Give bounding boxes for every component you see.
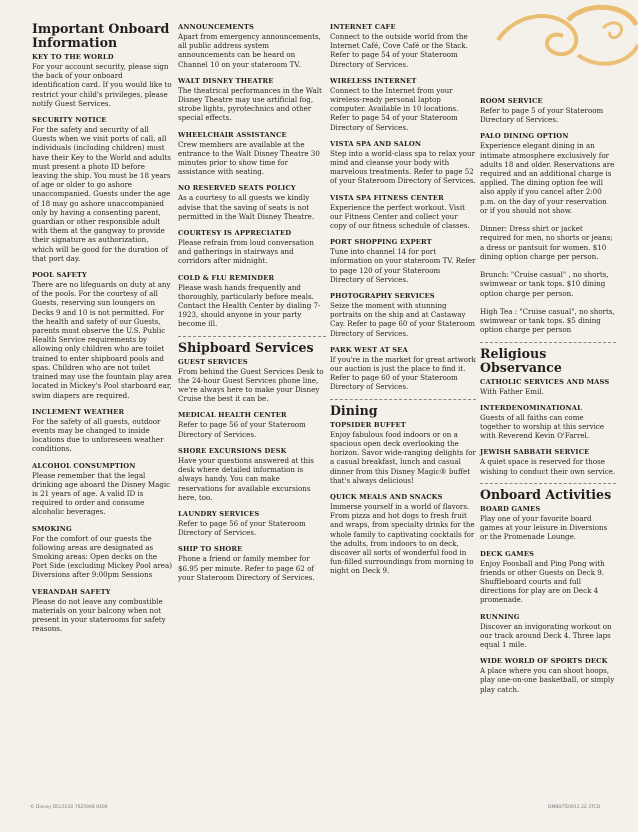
item-heading: PHOTOGRAPHY SERVICES	[330, 292, 435, 301]
item-heading: COURTESY IS APPRECIATED	[178, 229, 292, 238]
item-heading: JEWISH SABBATH SERVICE	[480, 448, 590, 457]
info-item	[178, 410, 326, 438]
info-item	[480, 504, 616, 542]
info-item	[330, 345, 476, 392]
item-text: Enjoy fabulous food indoors or on a spacious open deck overlooking the horizon. Savor wide-ranging delights for a casual breakfast, lunch and casual dinner from this Disney Magic® buffet that's always delicious!	[330, 429, 476, 485]
info-item	[480, 131, 616, 334]
item-heading: SHORE EXCURSIONS DESK	[178, 446, 287, 455]
footer-print-code-left: © Disney DCL5110 7625948 0406	[30, 805, 108, 810]
item-heading: LAUNDRY SERVICES	[178, 509, 260, 518]
item-heading: MEDICAL HEALTH CENTER	[178, 411, 287, 420]
item-text: For the comfort of our guests the following areas are designated as Smoking areas: Open decks on the Port Side (excluding Mickey Pool area) Diversions after 9:00pm Sessions	[32, 533, 172, 580]
info-item	[480, 403, 616, 441]
item-heading: BOARD GAMES	[480, 504, 541, 513]
item-text: Step into a world-class spa to relax your mind and cleanse your body with marvelous treatments. Refer to page 52 of your Stateroom Directory of Services.	[330, 148, 476, 186]
column-4	[480, 96, 616, 701]
item-heading: VISTA SPA AND SALON	[330, 139, 422, 148]
item-heading: WIDE WORLD OF SPORTS DECK	[480, 657, 608, 666]
info-item	[480, 377, 616, 396]
item-heading: ROOM SERVICE	[480, 97, 543, 105]
item-text: Guests of all faiths can come together to worship at this service with Reverend Kevin O'Farrel.	[480, 412, 605, 441]
item-heading: KEY TO THE WORLD	[32, 53, 114, 61]
item-text: There are no lifeguards on duty at any of the pools. For the courtesy of all Guests, reserving sun loungers on Decks 9 and 10 is not permitted. For the health and safety of our Guests, parents must observe the U.S. Public Health Service requirements by allowing only children who are toilet trained to enter shipboard pools and spas. Children who are not toilet trained may use the fountain play area located in Mickey's Pool starboard ear, swim diapers are required.	[32, 280, 172, 400]
info-item	[32, 461, 172, 517]
column-1	[32, 22, 172, 640]
item-text: Connect to the Internet from your wireless-ready personal laptop computer. Available in 10 locations. Refer to page 54 of your Stateroom Directory of Services.	[330, 85, 459, 132]
section-title-onboard-activities: Onboard Activities	[480, 486, 612, 502]
info-item	[178, 22, 326, 69]
info-item	[178, 446, 326, 502]
section-divider	[480, 483, 616, 484]
item-text: Seize the moment with stunning portraits on the ship and at Castaway Cay. Refer to page 60 of your Stateroom Directory of Services.	[330, 301, 475, 338]
info-item	[330, 492, 476, 576]
item-heading: VERANDAH SAFETY	[32, 587, 111, 596]
item-heading: POOL SAFETY	[32, 271, 87, 280]
item-heading: ANNOUNCEMENTS	[178, 23, 254, 31]
item-heading: SMOKING	[32, 524, 72, 533]
item-heading: PARK WEST AT SEA	[330, 345, 408, 354]
item-heading: INTERDENOMINATIONAL	[480, 403, 582, 412]
item-text: Enjoy Foosball and Ping Pong with friends or other Guests on Deck 9. Shuffleboard courts and full directions for play are on Deck 4 promenade.	[480, 558, 605, 605]
info-item	[480, 612, 616, 650]
info-item	[178, 509, 326, 537]
item-text: With Father Emil.	[480, 386, 544, 396]
info-item	[330, 420, 476, 485]
info-item	[178, 544, 326, 582]
item-text: Refer to page 56 of your Stateroom Directory of Services.	[178, 518, 306, 538]
item-heading: NO RESERVED SEATS POLICY	[178, 184, 296, 193]
info-item	[32, 524, 172, 580]
column-3	[330, 22, 476, 583]
info-item	[480, 96, 616, 124]
info-item	[480, 656, 616, 694]
info-item	[330, 237, 476, 284]
item-text: A quiet space is reserved for those wishing to conduct their own service.	[480, 457, 616, 476]
footer-print-code-right: DM80/TE0912.22.3TCD	[548, 805, 601, 810]
item-text: Experience elegant dining in an intimate atmosphere exclusively for adults 18 and older. Reservations are required and an additional charge is applied. The dining option fee will also apply if you cancel after 2:00 p.m. on the day of your reservation or if you should not show. Dinner: Dress shirt or jacket required for men, no shorts or jeans; a dress or pantsuit for women. $10 dining option charge per person. Brunch: "Cruise casual" , no shorts, swimwear or tank tops. $10 dining option charge per person. High Tea : "Cruise casual", no shorts, swimwear or tank tops. $5 dining option charge per person	[480, 141, 615, 335]
info-item	[330, 139, 476, 186]
ornamental-swirl-decoration	[478, 0, 638, 80]
item-text: Crew members are available at the entrance to the Walt Disney Theatre 30 minutes prior to show time for assistance with seating.	[178, 139, 320, 177]
info-item	[178, 228, 326, 266]
column-2	[178, 22, 326, 589]
item-text: Please do not leave any combustible materials on your balcony when not present in your staterooms for safety reasons.	[32, 596, 166, 634]
item-text: Phone a friend or family member for $6.95 per minute. Refer to page 62 of your Stateroom Directory of Services.	[178, 554, 315, 582]
item-text: Apart from emergency announcements, all public address system announcements can be heard on Channel 10 on your stateroom TV.	[178, 32, 321, 69]
item-text: Discover an invigorating workout on our track around Deck 4. Three laps equal 1 mile.	[480, 621, 612, 649]
item-text: As a courtesy to all guests we kindly advise that the saving of seats is not permitted in the Walt Disney Theatre.	[178, 193, 315, 221]
item-heading: ALCOHOL CONSUMPTION	[32, 461, 136, 470]
item-text: Play one of your favorite board games at your leisure in Diversions or the Promenade Lounge.	[480, 513, 608, 542]
info-item	[32, 587, 172, 634]
info-item	[178, 273, 326, 329]
item-heading: INCLEMENT WEATHER	[32, 407, 125, 416]
item-heading: QUICK MEALS AND SNACKS	[330, 492, 443, 501]
item-text: Refer to page 56 of your Stateroom Directory of Services.	[178, 420, 306, 439]
info-item	[330, 193, 476, 231]
info-item	[178, 76, 326, 123]
item-text: Tune into channel 14 for port information on your stateroom TV. Refer to page 120 of your Stateroom Directory of Services.	[330, 247, 476, 284]
item-text: Connect to the outside world from the Internet Café, Cove Café or the Stack. Refer to page 54 of your Stateroom Directory of Services.	[330, 32, 468, 69]
item-heading: COLD & FLU REMINDER	[178, 273, 275, 282]
section-title-important-info: Important Onboard Information	[32, 21, 170, 50]
item-heading: TOPSIDER BUFFET	[330, 420, 406, 429]
section-title-dining: Dining	[330, 402, 378, 418]
item-text: If you're in the market for great artwork our auction is just the place to find it. Refer to page 60 of your Stateroom Directory of Services.	[330, 354, 476, 392]
info-item	[480, 447, 616, 475]
info-item	[178, 130, 326, 177]
item-heading: WHEELCHAIR ASSISTANCE	[178, 130, 287, 139]
item-text: Experience the perfect workout. Visit our Fitness Center and collect your copy of our fitness schedule of classes.	[330, 202, 470, 231]
item-heading: WALT DISNEY THEATRE	[178, 76, 274, 85]
item-heading: SHIP TO SHORE	[178, 545, 243, 554]
item-heading: SECURITY NOTICE	[32, 116, 107, 125]
item-text: From behind the Guest Services Desk to the 24-hour Guest Services phone line, we're always here to make your Disney Cruise the best it can be.	[178, 366, 324, 404]
item-text: For the safety of all guests, outdoor events may be changed to inside locations due to unforeseen weather conditions.	[32, 416, 164, 454]
item-text: A place where you can shoot hoops, play one-on-one basketball, or simply play catch.	[480, 666, 615, 694]
section-divider	[480, 342, 616, 343]
section-divider	[178, 336, 326, 337]
info-item	[178, 357, 326, 404]
item-heading: PALO DINING OPTION	[480, 132, 569, 141]
item-heading: VISTA SPA FITNESS CENTER	[330, 193, 444, 202]
info-item	[32, 270, 172, 400]
item-text: Please wash hands frequently and thoroughly, particularly before meals. Contact the Health Center by dialing 7-1923, should anyone in your party become ill.	[178, 282, 321, 329]
info-item	[480, 549, 616, 605]
col1-items	[32, 52, 172, 633]
item-heading: DECK GAMES	[480, 549, 535, 558]
section-title-shipboard-services: Shipboard Services	[178, 339, 314, 355]
item-text: Immerse yourself in a world of flavors. From pizza and hot dogs to fresh fruit and wraps, from specialty drinks for the whole family to captivating cocktails for the adults, from indoors to on deck, discover all sorts of wonderful food in fun-filled surroundings from morning to night on Deck 9.	[330, 501, 475, 576]
info-item	[330, 76, 476, 132]
item-text: Refer to page 5 of your Stateroom Directory of Services.	[480, 106, 604, 125]
info-item	[32, 52, 172, 108]
info-item	[178, 183, 326, 221]
item-text: For your account security, please sign the back of your onboard identification card. If you would like to restrict your child's privileges, please notify Guest Services.	[32, 62, 172, 108]
item-heading: INTERNET CAFE	[330, 23, 396, 31]
info-item	[330, 291, 476, 338]
item-text: Please remember that the legal drinking age aboard the Disney Magic is 21 years of age. A valid ID is required to order and consume alcoholic beverages.	[32, 470, 171, 517]
item-heading: RUNNING	[480, 612, 520, 621]
item-text: Please refrain from loud conversation and gatherings in stairways and corridors after midnight.	[178, 238, 314, 266]
section-divider	[330, 399, 476, 400]
item-text: For the safety and security of all Guests when we visit ports of call, all individuals (including children) must have their Key to the World and adults must present a photo ID before leaving the ship. You must be 18 years of age or older to go ashore unaccompanied. Guests under the age of 18 may go ashore unaccompanied only by having a consenting parent, guardian or other responsible adult with them at the gangway to provide their signature as authorization, which will be good for the duration of that port day.	[32, 125, 171, 263]
item-heading: PORT SHOPPING EXPERT	[330, 238, 432, 247]
info-item	[32, 407, 172, 454]
item-heading: WIRELESS INTERNET	[330, 76, 417, 85]
info-item	[330, 22, 476, 69]
item-text: The theatrical performances in the Walt Disney Theatre may use artificial fog, strobe lights, pyrotechnics and other special effects.	[178, 85, 322, 123]
item-heading: GUEST SERVICES	[178, 357, 248, 366]
section-title-religious-observance: Religious Observance	[480, 345, 562, 375]
item-text: Have your questions answered at this desk where detailed information is always handy. You can make reservations for available excursions here, too.	[178, 455, 314, 502]
info-item	[32, 115, 172, 263]
item-heading: CATHOLIC SERVICES AND MASS	[480, 377, 610, 386]
